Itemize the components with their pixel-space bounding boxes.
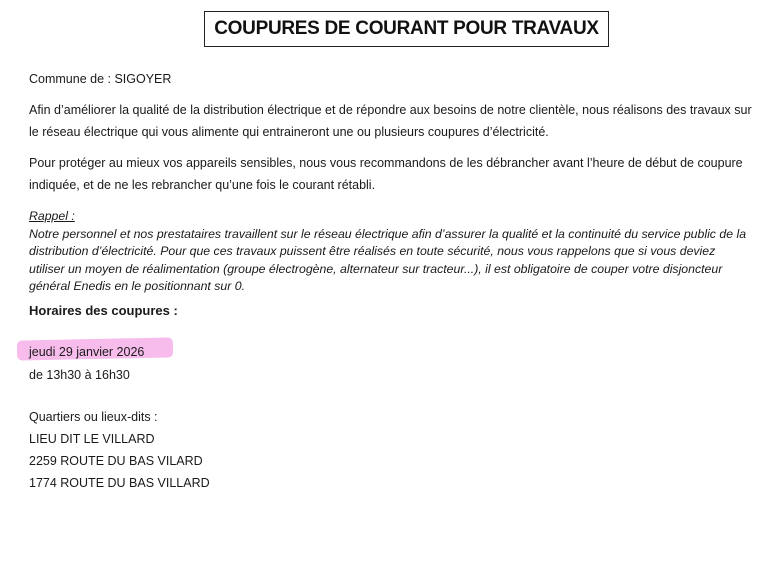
rappel-text: Notre personnel et nos prestataires travaillent sur le réseau électrique afin d’assurer la qualité et la continuité du service public de la distribution d’électricité. Pour que ces travaux puissent être réalisés en toute sécurité, nous vous rappelons que si vous deviez utiliser un moyen de réalimentation (groupe électrogène, alternateur sur tracteur...), il est obligatoire de couper votre disjoncteur général Enedis en le positionnant sur 0. (29, 226, 747, 293)
horaires-title: Horaires des coupures : (29, 303, 178, 318)
intro-paragraph: Afin d’améliorer la qualité de la distribution électrique et de répondre aux besoins de notre clientèle, nous réalisons des travaux sur le réseau électrique qui vous alimente qui entraineront une ou plusieurs coupures d’électricité. (29, 103, 752, 139)
outage-time: de 13h30 à 16h30 (29, 368, 130, 382)
title-box (204, 11, 609, 47)
advice-paragraph: Pour protéger au mieux vos appareils sensibles, nous vous recommandons de les débrancher avant l’heure de début de coupure indiquée, et de ne les rebrancher qu’une fois le courant rétabli. (29, 156, 743, 192)
quartiers-title: Quartiers ou lieux-dits : (29, 410, 158, 424)
commune-line: Commune de : SIGOYER (29, 72, 172, 86)
list-item: 1774 ROUTE DU BAS VILLARD (29, 476, 210, 490)
outage-date: jeudi 29 janvier 2026 (29, 345, 145, 359)
rappel-section (29, 208, 754, 296)
rappel-label: Rappel : (29, 209, 75, 223)
page-title: COUPURES DE COURANT POUR TRAVAUX (214, 18, 599, 39)
list-item: LIEU DIT LE VILLARD (29, 432, 155, 446)
list-item: 2259 ROUTE DU BAS VILARD (29, 454, 203, 468)
